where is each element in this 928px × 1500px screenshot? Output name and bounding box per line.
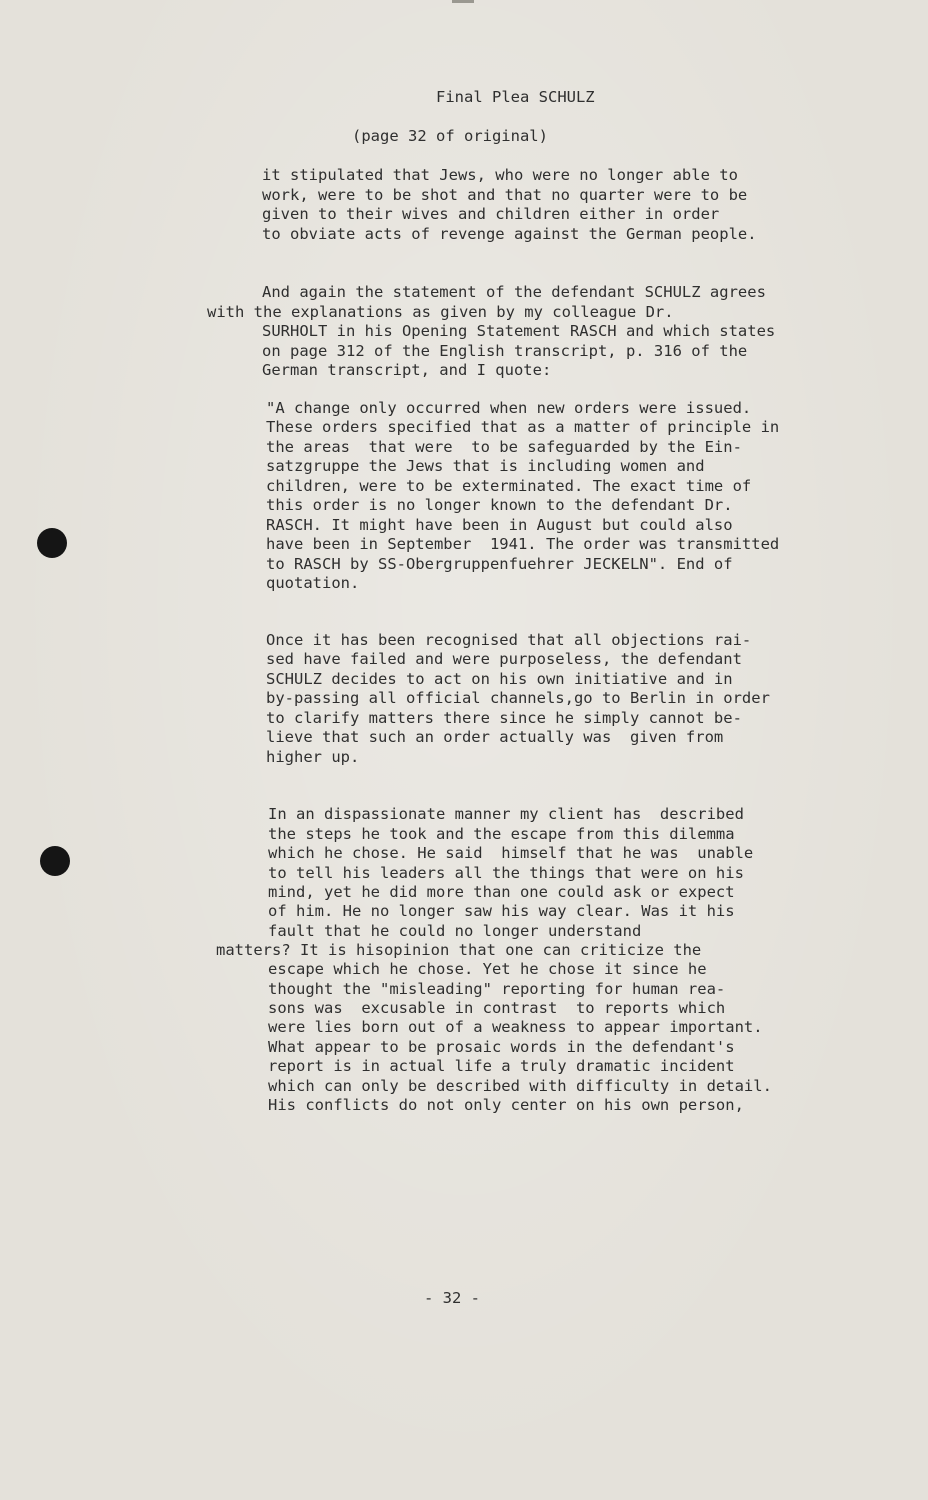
paragraph-line: children, were to be exterminated. The exact time of	[266, 477, 752, 495]
paragraph-line: quotation.	[266, 574, 360, 592]
paragraph-line: German transcript, and I quote:	[262, 361, 552, 379]
paragraph-line: to clarify matters there since he simply cannot be-	[266, 709, 742, 727]
paragraph-line: to RASCH by SS-Obergruppenfuehrer JECKELN". End of	[266, 555, 733, 573]
paragraph-line: report is in actual life a truly dramatic incident	[268, 1057, 735, 1075]
paragraph-line: on page 312 of the English transcript, p. 316 of the	[262, 342, 748, 360]
paragraph-line: What appear to be prosaic words in the defendant's	[268, 1038, 735, 1056]
paragraph-line: to obviate acts of revenge against the German people.	[262, 225, 757, 243]
paragraph-line: thought the "misleading" reporting for human rea-	[268, 980, 726, 998]
top-edge-mark	[452, 0, 474, 3]
paragraph-line: fault that he could no longer understand	[268, 922, 642, 940]
paragraph-line: In an dispassionate manner my client has described	[268, 805, 744, 823]
document-title: Final Plea SCHULZ	[436, 88, 595, 106]
paragraph-line: work, were to be shot and that no quarter were to be	[262, 186, 748, 204]
paragraph-line: lieve that such an order actually was given from	[266, 728, 724, 746]
paragraph-line: given to their wives and children either in order	[262, 205, 720, 223]
paragraph-line: have been in September 1941. The order was transmitted	[266, 535, 780, 553]
paragraph-line: which can only be described with difficulty in detail.	[268, 1077, 772, 1095]
paragraph-line: These orders specified that as a matter of principle in	[266, 418, 780, 436]
paragraph-line: of him. He no longer saw his way clear. Was it his	[268, 902, 735, 920]
paragraph-line: were lies born out of a weakness to appear important.	[268, 1018, 763, 1036]
paragraph-line: His conflicts do not only center on his own person,	[268, 1096, 744, 1114]
paragraph-line: And again the statement of the defendant SCHULZ agrees	[262, 283, 766, 301]
paragraph-line: which he chose. He said himself that he was unable	[268, 844, 754, 862]
paragraph-line: with the explanations as given by my colleague Dr.	[207, 303, 674, 321]
paragraph-line: to tell his leaders all the things that were on his	[268, 864, 744, 882]
paragraph-line: RASCH. It might have been in August but could also	[266, 516, 733, 534]
paragraph-line: the areas that were to be safeguarded by the Ein-	[266, 438, 742, 456]
paragraph-line: it stipulated that Jews, who were no longer able to	[262, 166, 738, 184]
paragraph-line: matters? It is hisopinion that one can criticize the	[216, 941, 702, 959]
paragraph-line: higher up.	[266, 748, 360, 766]
paragraph-line: sons was excusable in contrast to reports which	[268, 999, 726, 1017]
paragraph-line: SURHOLT in his Opening Statement RASCH and which states	[262, 322, 776, 340]
page-number: - 32 -	[424, 1289, 480, 1307]
paragraph-line: by-passing all official channels,go to Berlin in order	[266, 689, 770, 707]
paragraph-line: this order is no longer known to the defendant Dr.	[266, 496, 733, 514]
punch-hole	[37, 528, 67, 558]
paragraph-line: "A change only occurred when new orders were issued.	[266, 399, 752, 417]
paragraph-line: SCHULZ decides to act on his own initiative and in	[266, 670, 733, 688]
paragraph-line: Once it has been recognised that all objections rai-	[266, 631, 752, 649]
punch-hole	[40, 846, 70, 876]
paragraph-line: the steps he took and the escape from this dilemma	[268, 825, 735, 843]
paragraph-line: satzgruppe the Jews that is including women and	[266, 457, 705, 475]
paragraph-line: sed have failed and were purposeless, the defendant	[266, 650, 742, 668]
document-subtitle: (page 32 of original)	[352, 127, 548, 145]
paragraph-line: escape which he chose. Yet he chose it since he	[268, 960, 707, 978]
paragraph-line: mind, yet he did more than one could ask or expect	[268, 883, 735, 901]
